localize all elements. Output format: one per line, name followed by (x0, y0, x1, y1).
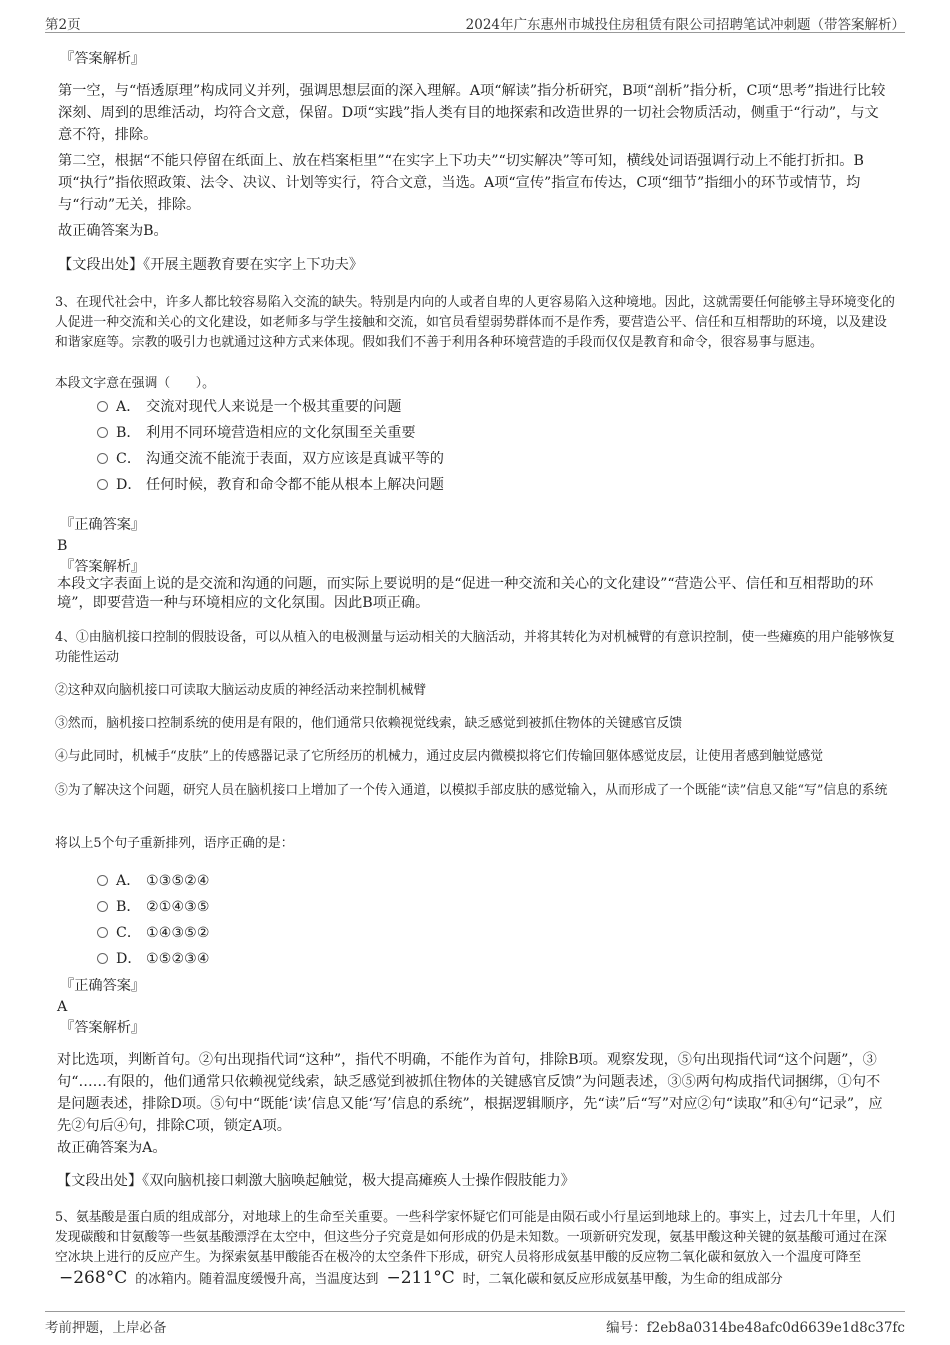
page-header (45, 10, 905, 33)
q5-temperature-2: −211°C (386, 1268, 455, 1288)
radio-icon[interactable] (97, 953, 108, 964)
q3-analysis-label: 『答案解析』 (60, 559, 146, 575)
radio-icon[interactable] (97, 927, 108, 938)
q4-option-c[interactable]: C． ①④③⑤② (97, 923, 210, 943)
q4-answer-label: 『正确答案』 (60, 978, 146, 994)
q4-sentence-2: ②这种双向脑机接口可读取大脑运动皮质的神经活动来控制机械臂 (55, 683, 427, 698)
document-title: 2024年广东惠州市城投住房租赁有限公司招聘笔试冲刺题（带答案解析） (465, 17, 905, 33)
radio-icon[interactable] (97, 479, 108, 490)
q4-analysis-label: 『答案解析』 (60, 1020, 146, 1036)
q2-analysis-para1: 第一空，与“悟透原理”构成同义并列，强调思想层面的深入理解。A项“解读”指分析研究，B项“剖析”指分析，C项“思考”指进行比较深刻、周到的思维活动，均符合文意，保留。D项“实践”指人类有目的地探索和改造世界的一切社会物质活动，侧重于“行动”，与文意不符，排除。 (58, 83, 886, 143)
q2-analysis-label: 『答案解析』 (60, 51, 146, 67)
q3-answer-label: 『正确答案』 (60, 517, 146, 533)
q4-prompt: 将以上5个句子重新排列，语序正确的是： (55, 836, 294, 851)
q3-option-b[interactable]: B． 利用不同环境营造相应的文化氛围至关重要 (97, 423, 416, 443)
footer-slogan: 考前押题，上岸必备 (45, 1320, 167, 1336)
page-footer (45, 1311, 905, 1334)
q4-option-b[interactable]: B． ②①④③⑤ (97, 897, 210, 917)
q5-temperature-1: −268°C (59, 1268, 128, 1288)
q4-sentence-5: ⑤为了解决这个问题，研究人员在脑机接口上增加了一个传入通道，以模拟手部皮肤的感觉输入，从而形成了一个既能“读”信息又能“写”信息的系统 (55, 783, 888, 798)
radio-icon[interactable] (97, 427, 108, 438)
q2-source: 【文段出处】《开展主题教育要在实字上下功夫》 (58, 257, 364, 273)
radio-icon[interactable] (97, 901, 108, 912)
q4-source: 【文段出处】《双向脑机接口刺激大脑唤起触觉，极大提高瘫痪人士操作假肢能力》 (57, 1173, 575, 1189)
q4-analysis: 对比选项，判断首句。②句出现指代词“这种”，指代不明确，不能作为首句，排除B项。观察发现，⑤句出现指代词“这个问题”，③句“……有限的，他们通常只依赖视觉线索，缺乏感觉到被抓住物体的关键感官反馈”为问题表述，③⑤两句构成指代词捆绑，①句不是问题表述，排除D项。⑤句中“既能‘读’信息又能‘写’信息的系统”，根据逻辑顺序，先“读”后“写”对应②句“读取”和④句“记录”，应先②句后④句，排除C项，锁定A项。 (57, 1052, 883, 1134)
q4-sentence-3: ③然而，脑机接口控制系统的使用是有限的，他们通常只依赖视觉线索，缺乏感觉到被抓住物体的关键感官反馈 (55, 716, 683, 731)
q3-prompt: 本段文字意在强调（ ）。 (55, 376, 215, 391)
q3-option-c[interactable]: C． 沟通交流不能流于表面，双方应该是真诚平等的 (97, 449, 444, 469)
document-id: 编号：f2eb8a0314be48afc0d6639e1d8c37fc (606, 1320, 905, 1336)
page-number: 第2页 (45, 17, 81, 33)
q3-answer: B (57, 538, 68, 554)
q4-sentence-1: 4、①由脑机接口控制的假肢设备，可以从植入的电极测量与运动相关的大脑活动，并将其转化为对机械臂的有意识控制，使一些瘫痪的用户能够恢复功能性运动 (55, 630, 895, 665)
q3-stem: 3、在现代社会中，许多人都比较容易陷入交流的缺失。特别是内向的人或者自卑的人更容易陷入这种境地。因此，这就需要任何能够主导环境变化的人促进一种交流和关心的文化建设，如老师多与学生接触和交流，如官员看望弱势群体而不是作秀，要营造公平、信任和互相帮助的环境，以及建设和谐家庭等。宗教的吸引力也就通过这种方式来体现。假如我们不善于利用各种环境营造的手段而仅仅是教育和命令，很容易事与愿违。 (55, 295, 895, 350)
q3-option-a[interactable]: A． 交流对现代人来说是一个极其重要的问题 (97, 397, 401, 417)
q2-analysis-para2: 第二空，根据“不能只停留在纸面上、放在档案柜里”“在实字上下功夫”“切实解决”等可知，横线处词语强调行动上不能打折扣。B项“执行”指依照政策、法令、决议、计划等实行，符合文意，当选。A项“宣传”指宣布传达，C项“细节”指细小的环节或情节，均与“行动”无关，排除。 (58, 153, 864, 213)
q2-conclusion: 故正确答案为B。 (58, 223, 168, 239)
q4-sentence-4: ④与此同时，机械手“皮肤”上的传感器记录了它所经历的机械力，通过皮层内微模拟将它们传输回躯体感觉皮层，让使用者感到触觉感觉 (55, 749, 824, 764)
radio-icon[interactable] (97, 401, 108, 412)
radio-icon[interactable] (97, 453, 108, 464)
q4-option-a[interactable]: A． ①③⑤②④ (97, 871, 210, 891)
radio-icon[interactable] (97, 875, 108, 886)
q4-answer: A (57, 999, 68, 1015)
q4-option-d[interactable]: D． ①⑤②③④ (97, 949, 210, 969)
q5-stem: 5、氨基酸是蛋白质的组成部分，对地球上的生命至关重要。一些科学家怀疑它们可能是由陨石或小行星运到地球上的。事实上，过去几十年里，人们发现碳酸和甘氨酸等一些氨基酸漂浮在太空中，但这些分子究竟是如何形成的仍是未知数。一项新研究发现，氨基甲酸这种关键的氨基酸可通过在深空冰块上进行的反应产生。为探索氨基甲酸能否在极冷的太空条件下形成，研究人员将形成氨基甲酸的反应物二氧化碳和氨放入一个温度可降至 −268°C 的冰箱内。随着温度缓慢升高，当温度达到 −211°C 时，二氧化碳和氨反应形成氨基甲酸，为生命的组成部分 (55, 1210, 895, 1288)
q4-conclusion: 故正确答案为A。 (57, 1140, 167, 1156)
q3-option-d[interactable]: D． 任何时候，教育和命令都不能从根本上解决问题 (97, 475, 444, 495)
q3-analysis: 本段文字表面上说的是交流和沟通的问题，而实际上要说明的是“促进一种交流和关心的文化建设”“营造公平、信任和互相帮助的环境”，即要营造一种与环境相应的文化氛围。因此B项正确。 (57, 576, 874, 611)
